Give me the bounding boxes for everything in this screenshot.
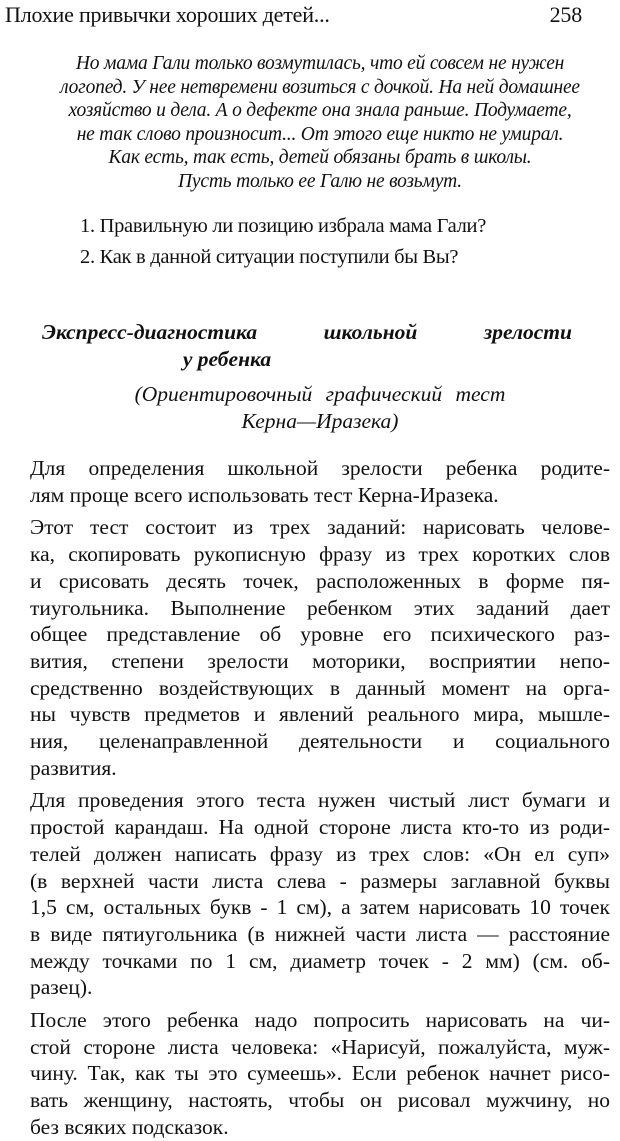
section-subtitle-line: (Ориентировочный графический тест [134,382,506,406]
section-title-word: школьной [323,320,418,344]
section-subtitle [30,381,610,435]
section-title-line: у ребенка [182,347,272,371]
section-subtitle-line: Керна—Иразека) [241,409,399,433]
question-item: 1. Правильную ли позицию избрала мама Гали? [80,215,487,237]
section-title-word: зрелости [483,320,572,344]
epigraph-line: Пусть только ее Галю не возьмут. [178,170,462,192]
text-line: развития. [30,755,117,780]
text-line: в виде пятиугольника (в нижней части листа — расстояние [30,921,610,946]
paragraph [30,514,610,781]
epigraph-line: хозяйство и дела. А о дефекте она знала раньше. Подумаете, [68,100,572,121]
text-line: (в верхней части листа слева - размеры заглавной буквы [30,868,610,893]
text-line: разец). [30,975,93,1000]
question-list [80,211,610,273]
text-line: стой стороне листа человека: «Нарисуй, пожалуйста, муж- [30,1034,610,1059]
text-line: средственно воздействующих в данный момент на орга- [30,675,610,700]
paragraph [30,1007,610,1141]
text-line: чину. Так, как ты это сумеешь». Если ребенок начнет рисо- [30,1061,610,1086]
text-line: ния, целенаправленной деятельности и социального [30,729,610,754]
epigraph [30,52,610,193]
epigraph-line: Как есть, так есть, детей обязаны брать в школы. [108,147,532,168]
paragraph [30,455,610,508]
text-line: Для проведения этого теста нужен чистый лист бумаги и [30,788,610,813]
text-line: Этот тест состоит из трех заданий: нарисовать челове- [30,515,610,540]
epigraph-line: не так слово произносит... От этого еще никто не умирал. [76,123,564,145]
text-line: ны чувств предметов и явлений реального мира, мышле- [30,702,610,727]
epigraph-line: Но мама Гали только возмутилась, что ей совсем не нужен [75,53,565,74]
text-line: телей должен написать фразу из трех слов: «Он ел суп» [30,841,610,866]
text-line: между точками по 1 см, диаметр точек - 2 мм) (см. об- [30,948,610,973]
question-item: 2. Как в данной ситуации поступили бы Вы? [80,246,459,268]
text-line: и срисовать десять точек, расположенных в форме пя- [30,568,610,593]
text-line: лям проще всего использовать тест Керна-Иразека. [30,482,499,507]
section-title-word: Экспресс-диагностика [42,320,258,344]
book-title: Плохие привычки хороших детей... [5,2,330,27]
epigraph-line: логопед. У нее нетвремени возиться с дочкой. На ней домашнее [60,76,580,98]
text-line: ка, скопировать рукописную фразу из трех коротких слов [30,542,610,567]
section-title [30,319,610,373]
text-line: Для определения школьной зрелости ребенка родите- [30,456,610,480]
page-number: 258 [549,2,582,27]
paragraph [30,787,610,1001]
text-line: общее представление об уровне его психического раз- [30,622,610,647]
text-line: После этого ребенка надо попросить нарисовать на чи- [30,1008,610,1033]
text-line: без всяких подсказок. [30,1114,229,1139]
text-line: вать женщину, настоять, чтобы он рисовал мужчину, но [30,1088,610,1113]
text-line: простой карандаш. На одной стороне листа кто-то из роди- [30,815,610,840]
section-title-line [42,319,572,346]
body-text [30,455,610,1141]
text-line: тиугольника. Выполнение ребенком этих заданий дает [30,595,610,620]
text-line: 1,5 см, остальных букв - 1 см), а затем нарисовать 10 точек [30,895,610,920]
running-header [5,0,610,32]
text-line: вития, степени зрелости моторики, восприятии непо- [30,648,610,673]
